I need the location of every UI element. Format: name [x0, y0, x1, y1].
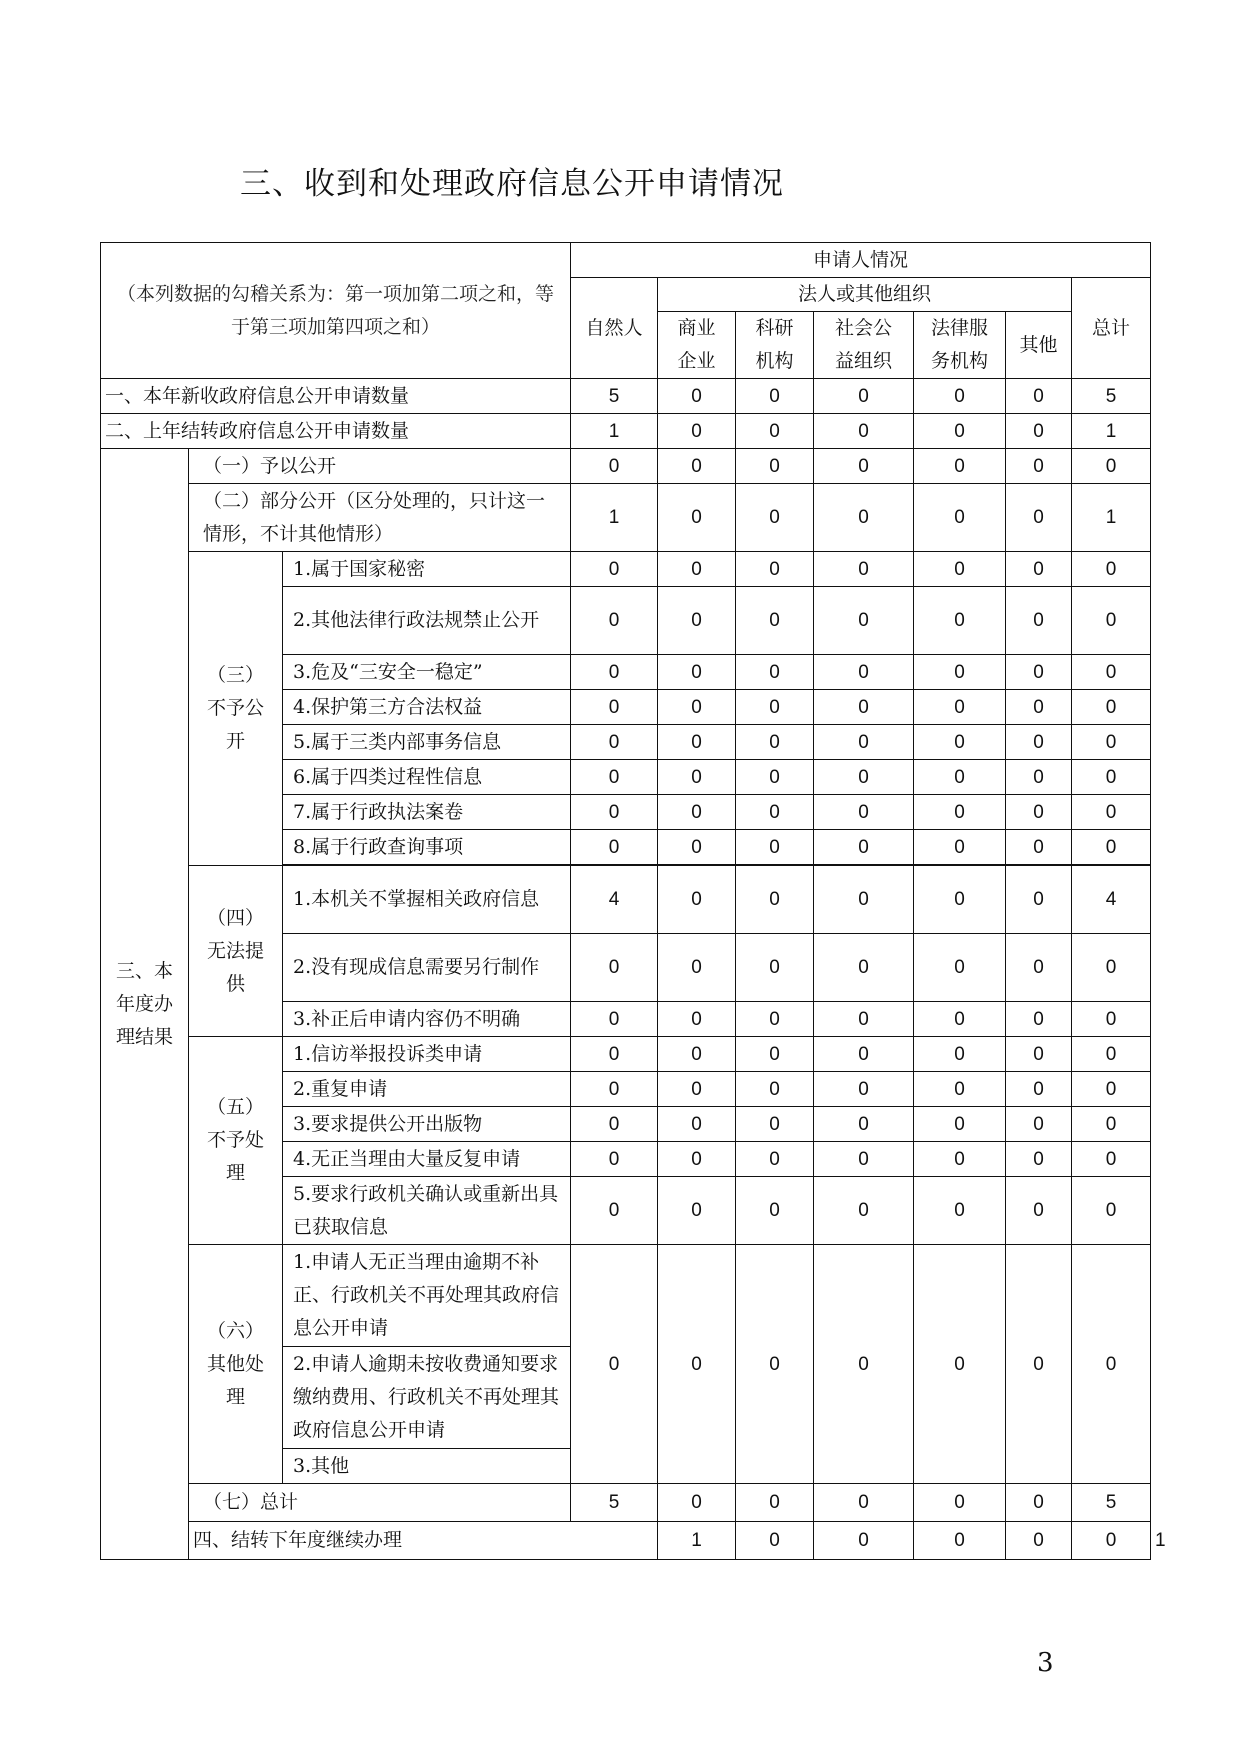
cell-value: 0 — [1072, 1107, 1151, 1142]
cell-value: 0 — [658, 725, 736, 760]
cell-value: 0 — [658, 1142, 736, 1177]
cell-value: 1 — [1072, 414, 1151, 449]
cell-value: 5 — [1072, 1484, 1151, 1522]
cell-value: 0 — [658, 1484, 736, 1522]
group-label: （六）其他处理 — [189, 1245, 283, 1484]
cell-value: 0 — [571, 795, 658, 830]
cell-value: 0 — [736, 1037, 814, 1072]
cell-value: 0 — [1072, 1072, 1151, 1107]
row-label: 2.没有现成信息需要另行制作 — [283, 934, 571, 1002]
cell-value: 0 — [736, 725, 814, 760]
cell-value: 5 — [1072, 379, 1151, 414]
cell-value: 0 — [814, 1037, 914, 1072]
cell-value: 0 — [658, 866, 736, 934]
cell-value: 0 — [736, 690, 814, 725]
cell-value: 0 — [736, 1072, 814, 1107]
cell-value: 0 — [914, 552, 1006, 587]
cell-value: 0 — [814, 449, 914, 484]
cell-value: 0 — [914, 1177, 1006, 1245]
cell-value: 0 — [736, 1522, 814, 1560]
cell-value: 0 — [571, 934, 658, 1002]
cell-value: 0 — [814, 414, 914, 449]
cell-value: 1 — [658, 1522, 736, 1560]
cell-value: 0 — [914, 587, 1006, 655]
cell-value: 0 — [1006, 552, 1072, 587]
cell-value: 0 — [1006, 655, 1072, 690]
header-org-col: 商业企业 — [658, 312, 736, 379]
cell-value: 1 — [571, 484, 658, 552]
cell-value: 0 — [736, 1245, 814, 1484]
cell-value: 0 — [914, 830, 1006, 865]
cell-value: 0 — [571, 1107, 658, 1142]
header-org-col: 社会公益组织 — [814, 312, 914, 379]
cell-value: 0 — [1072, 760, 1151, 795]
cell-value: 0 — [658, 379, 736, 414]
row-label: 3.补正后申请内容仍不明确 — [283, 1002, 571, 1037]
group-label: （四）无法提供 — [189, 866, 283, 1037]
row-label: 8.属于行政查询事项 — [283, 830, 571, 865]
cell-value: 0 — [736, 1002, 814, 1037]
cell-value: 0 — [736, 830, 814, 865]
cell-value: 0 — [571, 1142, 658, 1177]
table-row — [101, 552, 1151, 587]
cell-value: 0 — [736, 1107, 814, 1142]
cell-value: 0 — [1006, 760, 1072, 795]
table-row — [101, 379, 1151, 414]
cell-value: 0 — [571, 552, 658, 587]
row-label: 一、本年新收政府信息公开申请数量 — [101, 379, 571, 414]
cell-value: 0 — [814, 1107, 914, 1142]
cell-value: 0 — [1006, 830, 1072, 865]
row-label: 四、结转下年度继续办理 — [189, 1522, 658, 1560]
row-label: 1.信访举报投诉类申请 — [283, 1037, 571, 1072]
row-label: 二、上年结转政府信息公开申请数量 — [101, 414, 571, 449]
cell-value: 0 — [814, 587, 914, 655]
cell-value: 0 — [814, 1142, 914, 1177]
cell-value: 0 — [736, 1177, 814, 1245]
header-note: （本列数据的勾稽关系为：第一项加第二项之和，等于第三项加第四项之和） — [101, 243, 571, 379]
cell-value: 0 — [914, 1484, 1006, 1522]
row-label: 2.申请人逾期未按收费通知要求缴纳费用、行政机关不再处理其政府信息公开申请 — [283, 1347, 571, 1449]
cell-value: 0 — [736, 587, 814, 655]
cell-value: 0 — [658, 1072, 736, 1107]
cell-value: 0 — [814, 379, 914, 414]
cell-value: 0 — [571, 1177, 658, 1245]
cell-value: 0 — [1006, 1245, 1072, 1484]
cell-value: 0 — [736, 655, 814, 690]
cell-value: 0 — [658, 1107, 736, 1142]
row-label: 5.属于三类内部事务信息 — [283, 725, 571, 760]
cell-value: 0 — [1006, 934, 1072, 1002]
table-row — [101, 414, 1151, 449]
row-label: 4.保护第三方合法权益 — [283, 690, 571, 725]
cell-value: 0 — [736, 449, 814, 484]
cell-value: 0 — [1006, 1002, 1072, 1037]
cell-value: 0 — [814, 795, 914, 830]
cell-value: 0 — [814, 484, 914, 552]
cell-value: 0 — [814, 1484, 914, 1522]
cell-value: 0 — [1006, 795, 1072, 830]
cell-value: 0 — [736, 866, 814, 934]
group-label: （三）不予公开 — [189, 552, 283, 866]
cell-value: 0 — [914, 690, 1006, 725]
cell-value: 0 — [736, 760, 814, 795]
cell-value: 0 — [658, 760, 736, 795]
cell-value: 0 — [1072, 1037, 1151, 1072]
cell-value: 0 — [814, 725, 914, 760]
cell-value: 1 — [1072, 484, 1151, 552]
cell-value: 0 — [736, 552, 814, 587]
cell-value: 0 — [1006, 484, 1072, 552]
cell-value: 0 — [914, 449, 1006, 484]
cell-value: 0 — [914, 934, 1006, 1002]
cell-value: 0 — [1072, 1522, 1151, 1560]
cell-value: 0 — [1006, 587, 1072, 655]
cell-value: 0 — [658, 1177, 736, 1245]
row-label: 1.属于国家秘密 — [283, 552, 571, 587]
cell-value: 5 — [571, 379, 658, 414]
cell-value: 0 — [914, 484, 1006, 552]
cell-value: 0 — [814, 690, 914, 725]
cell-value: 0 — [1072, 449, 1151, 484]
cell-value: 0 — [658, 552, 736, 587]
header-total: 总计 — [1072, 278, 1151, 379]
table-row — [101, 449, 1151, 484]
cell-value: 0 — [914, 866, 1006, 934]
header-org-col: 法律服务机构 — [914, 312, 1006, 379]
cell-value: 0 — [571, 760, 658, 795]
cell-value: 0 — [1006, 1177, 1072, 1245]
cell-value: 0 — [814, 1177, 914, 1245]
cell-value: 0 — [1072, 830, 1151, 865]
group-label: （五）不予处理 — [189, 1037, 283, 1245]
cell-value: 0 — [571, 449, 658, 484]
row-label: 3.要求提供公开出版物 — [283, 1107, 571, 1142]
cell-value: 0 — [658, 934, 736, 1002]
cell-value: 0 — [914, 1245, 1006, 1484]
cell-value: 0 — [736, 1142, 814, 1177]
table-row — [101, 866, 1151, 934]
cell-value: 0 — [658, 655, 736, 690]
cell-value: 0 — [914, 655, 1006, 690]
cell-value: 0 — [571, 1002, 658, 1037]
cell-value: 0 — [914, 725, 1006, 760]
row-label: 4.无正当理由大量反复申请 — [283, 1142, 571, 1177]
cell-value: 0 — [814, 1072, 914, 1107]
row-label: （二）部分公开（区分处理的，只计这一情形，不计其他情形） — [189, 484, 571, 552]
cell-value: 0 — [914, 1072, 1006, 1107]
cell-value: 0 — [914, 1037, 1006, 1072]
cell-value: 0 — [1006, 690, 1072, 725]
cell-value: 0 — [1072, 934, 1151, 1002]
row-label: 3.其他 — [283, 1449, 571, 1484]
table-row — [101, 1484, 1151, 1522]
cell-value: 0 — [914, 1522, 1006, 1560]
cell-value: 0 — [571, 655, 658, 690]
cell-value: 0 — [658, 449, 736, 484]
cell-value: 0 — [1006, 1037, 1072, 1072]
cell-value: 0 — [1072, 1142, 1151, 1177]
cell-value: 0 — [1006, 866, 1072, 934]
cell-value: 0 — [1006, 1484, 1072, 1522]
cell-value: 0 — [736, 795, 814, 830]
row-label: 2.重复申请 — [283, 1072, 571, 1107]
cell-value: 0 — [914, 1142, 1006, 1177]
cell-value: 0 — [914, 760, 1006, 795]
section-label: 三、本年度办理结果 — [101, 449, 189, 1560]
row-label: 3.危及“三安全一稳定” — [283, 655, 571, 690]
cell-value: 5 — [571, 1484, 658, 1522]
cell-value: 0 — [914, 1002, 1006, 1037]
cell-value: 0 — [658, 1002, 736, 1037]
cell-value: 0 — [814, 1245, 914, 1484]
cell-value: 0 — [1072, 1002, 1151, 1037]
cell-value: 0 — [1006, 1072, 1072, 1107]
cell-value: 0 — [736, 484, 814, 552]
page-title: 三、收到和处理政府信息公开申请情况 — [240, 166, 784, 202]
row-label: 1.本机关不掌握相关政府信息 — [283, 866, 571, 934]
row-label: （一）予以公开 — [189, 449, 571, 484]
cell-value: 0 — [1072, 552, 1151, 587]
cell-value: 0 — [914, 795, 1006, 830]
row-label: 5.要求行政机关确认或重新出具已获取信息 — [283, 1177, 571, 1245]
cell-value: 0 — [658, 1245, 736, 1484]
cell-value: 0 — [736, 934, 814, 1002]
header-org-col: 科研机构 — [736, 312, 814, 379]
table-row — [101, 484, 1151, 552]
cell-value: 0 — [1006, 1107, 1072, 1142]
cell-value: 0 — [1072, 1177, 1151, 1245]
header-applicant: 申请人情况 — [571, 243, 1151, 278]
cell-value: 0 — [814, 866, 914, 934]
cell-value: 0 — [1072, 725, 1151, 760]
cell-value: 0 — [1072, 655, 1151, 690]
cell-value: 0 — [571, 690, 658, 725]
cell-value: 0 — [1072, 1245, 1151, 1484]
cell-value: 0 — [1072, 587, 1151, 655]
cell-value: 0 — [814, 655, 914, 690]
cell-value: 0 — [814, 760, 914, 795]
header-org-group: 法人或其他组织 — [658, 278, 1072, 312]
cell-value: 0 — [658, 484, 736, 552]
cell-value: 0 — [1072, 690, 1151, 725]
cell-value: 0 — [1006, 449, 1072, 484]
cell-value: 0 — [658, 1037, 736, 1072]
cell-value: 0 — [814, 934, 914, 1002]
page-number: 3 — [1037, 1648, 1054, 1678]
table-row — [101, 1245, 1151, 1347]
cell-value: 0 — [658, 830, 736, 865]
cell-value: 0 — [658, 587, 736, 655]
row-label: （七）总计 — [189, 1484, 571, 1522]
cell-value: 0 — [658, 795, 736, 830]
cell-value: 0 — [736, 414, 814, 449]
row-label: 1.申请人无正当理由逾期不补正、行政机关不再处理其政府信息公开申请 — [283, 1245, 571, 1347]
cell-value: 0 — [914, 379, 1006, 414]
cell-value: 0 — [814, 1522, 914, 1560]
cell-value: 0 — [571, 1072, 658, 1107]
cell-value: 0 — [658, 690, 736, 725]
cell-value: 0 — [1006, 379, 1072, 414]
cell-value: 0 — [814, 830, 914, 865]
cell-value: 0 — [571, 587, 658, 655]
header-org-col: 其他 — [1006, 312, 1072, 379]
cell-value: 0 — [1006, 414, 1072, 449]
cell-value: 0 — [658, 414, 736, 449]
cell-value: 0 — [914, 414, 1006, 449]
cell-value: 0 — [571, 725, 658, 760]
cell-value: 0 — [814, 1002, 914, 1037]
cell-value: 1 — [571, 414, 658, 449]
row-label: 7.属于行政执法案卷 — [283, 795, 571, 830]
cell-value: 0 — [1072, 795, 1151, 830]
cell-value: 0 — [571, 1037, 658, 1072]
application-stats-table — [100, 242, 1166, 1560]
cell-value: 0 — [914, 1107, 1006, 1142]
row-label: 2.其他法律行政法规禁止公开 — [283, 587, 571, 655]
row-label: 6.属于四类过程性信息 — [283, 760, 571, 795]
cell-value: 0 — [571, 830, 658, 865]
cell-value: 0 — [1006, 1142, 1072, 1177]
cell-value: 0 — [814, 552, 914, 587]
cell-value: 0 — [736, 379, 814, 414]
header-natural-person: 自然人 — [571, 278, 658, 379]
cell-value: 0 — [1006, 725, 1072, 760]
cell-value: 0 — [571, 1245, 658, 1484]
cell-value: 0 — [736, 1484, 814, 1522]
cell-value: 4 — [571, 866, 658, 934]
table-row: 四、结转下年度继续办理 1 0 0 0 0 0 1 — [101, 1522, 1151, 1560]
table-row — [101, 1037, 1151, 1072]
cell-value: 4 — [1072, 866, 1151, 934]
cell-value: 0 — [1006, 1522, 1072, 1560]
